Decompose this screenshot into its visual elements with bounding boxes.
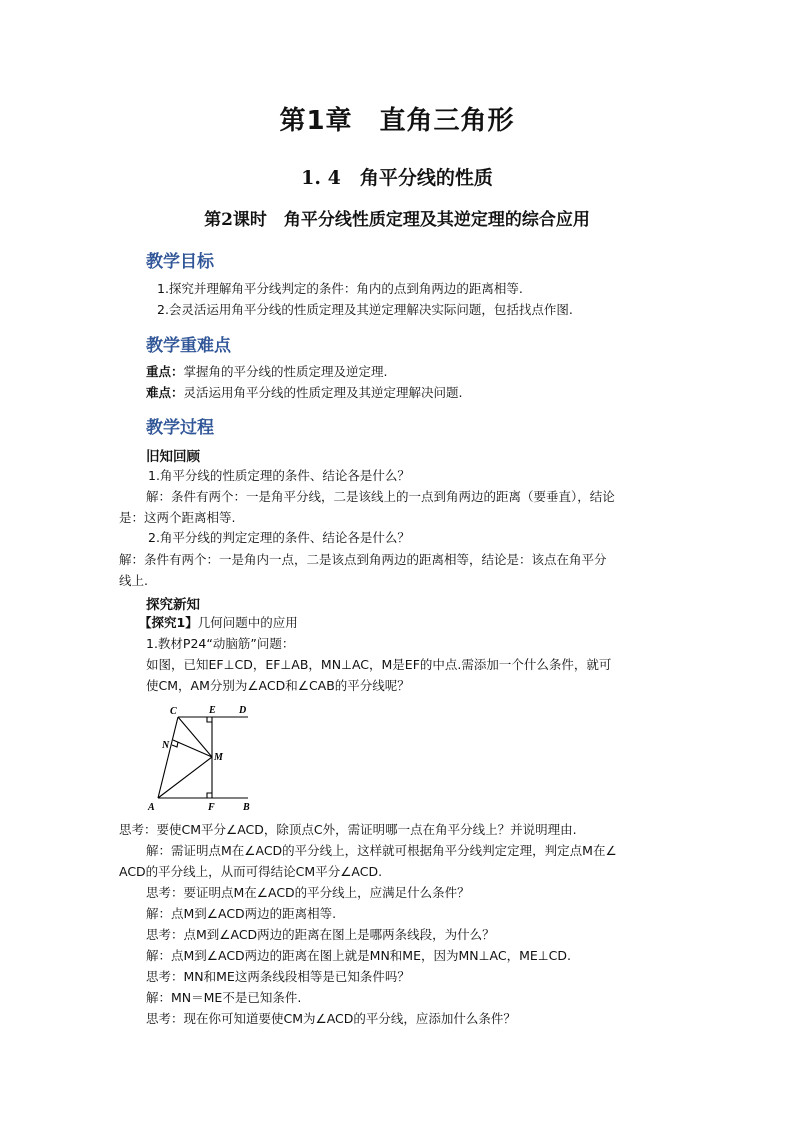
- label-e: E: [209, 705, 216, 716]
- review-q1: 1.角平分线的性质定理的条件、结论各是什么？: [148, 468, 410, 483]
- explore-1-title: [139, 615, 298, 631]
- right-angle-n: [172, 742, 178, 747]
- explore-heading: 探究新知: [146, 597, 200, 613]
- label-b: B: [243, 802, 250, 812]
- difficult-point: [146, 385, 463, 401]
- review-a2-line1: 解：条件有两个：一是角内一点，二是该点到角两边的距离相等，结论是：该点在角平分: [119, 552, 607, 567]
- review-a2-line2: 线上.: [119, 573, 148, 588]
- key-point: [146, 364, 388, 380]
- section-title: 1. 4 角平分线的性质: [301, 167, 493, 189]
- label-c: C: [170, 706, 177, 717]
- think-4: 思考：MN和ME这两条线段相等是已知条件吗？: [146, 969, 410, 984]
- think-5: 思考：现在你可知道要使CM为∠ACD的平分线，应添加什么条件？: [146, 1011, 516, 1026]
- chapter-title: 第1章 直角三角形: [279, 106, 515, 136]
- geometry-figure: [140, 700, 260, 812]
- think-1: 思考：要使CM平分∠ACD，除顶点C外，需证明哪一点在角平分线上？并说明理由.: [119, 822, 577, 837]
- diff-label: 难点：: [146, 385, 184, 400]
- objective-2: 2.会灵活运用角平分线的性质定理及其逆定理解决实际问题，包括找点作图.: [157, 302, 573, 317]
- line-ac: [158, 717, 178, 798]
- solution-3: 解：点M到∠ACD两边的距离在图上就是MN和ME，因为MN⊥AC，ME⊥CD.: [146, 948, 571, 963]
- problem-line-2: 使CM，AM分别为∠ACD和∠CAB的平分线呢？: [146, 678, 410, 693]
- think-2: 思考：要证明点M在∠ACD的平分线上，应满足什么条件？: [146, 885, 470, 900]
- key-text: 掌握角的平分线的性质定理及逆定理.: [183, 364, 388, 379]
- solution-4: 解：MN＝ME不是已知条件.: [146, 990, 302, 1005]
- review-heading: 旧知回顾: [146, 449, 200, 465]
- label-f: F: [208, 802, 215, 812]
- key-label: 重点：: [146, 364, 184, 379]
- solution-2: 解：点M到∠ACD两边的距离相等.: [146, 906, 337, 921]
- objective-1: 1.探究并理解角平分线判定的条件：角内的点到角两边的距离相等.: [157, 281, 523, 296]
- label-d: D: [239, 705, 247, 716]
- solution-1-line1: 解：需证明点M在∠ACD的平分线上，这样就可根据角平分线判定定理，判定点M在∠: [146, 843, 617, 858]
- right-angle-f: [207, 793, 212, 798]
- line-cm: [178, 717, 212, 757]
- explore-tag: 【探究1】: [139, 615, 198, 630]
- explore-item-1: 1.教材P24“动脑筋”问题：: [146, 636, 295, 651]
- label-m: M: [214, 752, 223, 763]
- objectives-heading: 教学目标: [146, 252, 214, 272]
- review-a1-line2: 是：这两个距离相等.: [119, 510, 236, 525]
- think-3: 思考：点M到∠ACD两边的距离在图上是哪两条线段，为什么？: [146, 927, 495, 942]
- right-angle-e: [207, 717, 212, 722]
- problem-line-1: 如图，已知EF⊥CD，EF⊥AB，MN⊥AC，M是EF的中点.需添加一个什么条件，就可: [146, 657, 612, 672]
- review-q2: 2.角平分线的判定定理的条件、结论各是什么？: [148, 530, 410, 545]
- label-a: A: [148, 802, 155, 812]
- diff-text: 灵活运用角平分线的性质定理及其逆定理解决问题.: [183, 385, 463, 400]
- keypoints-heading: 教学重难点: [146, 336, 231, 356]
- lesson-title: 第2课时 角平分线性质定理及其逆定理的综合应用: [204, 210, 590, 230]
- explore-tag-text: 几何问题中的应用: [197, 615, 298, 630]
- review-a1-line1: 解：条件有两个：一是角平分线，二是该线上的一点到角两边的距离（要垂直），结论: [146, 489, 615, 504]
- process-heading: 教学过程: [146, 418, 214, 438]
- solution-1-line2: ACD的平分线上，从而可得结论CM平分∠ACD.: [119, 864, 383, 879]
- label-n: N: [162, 740, 170, 751]
- line-nm: [173, 740, 212, 757]
